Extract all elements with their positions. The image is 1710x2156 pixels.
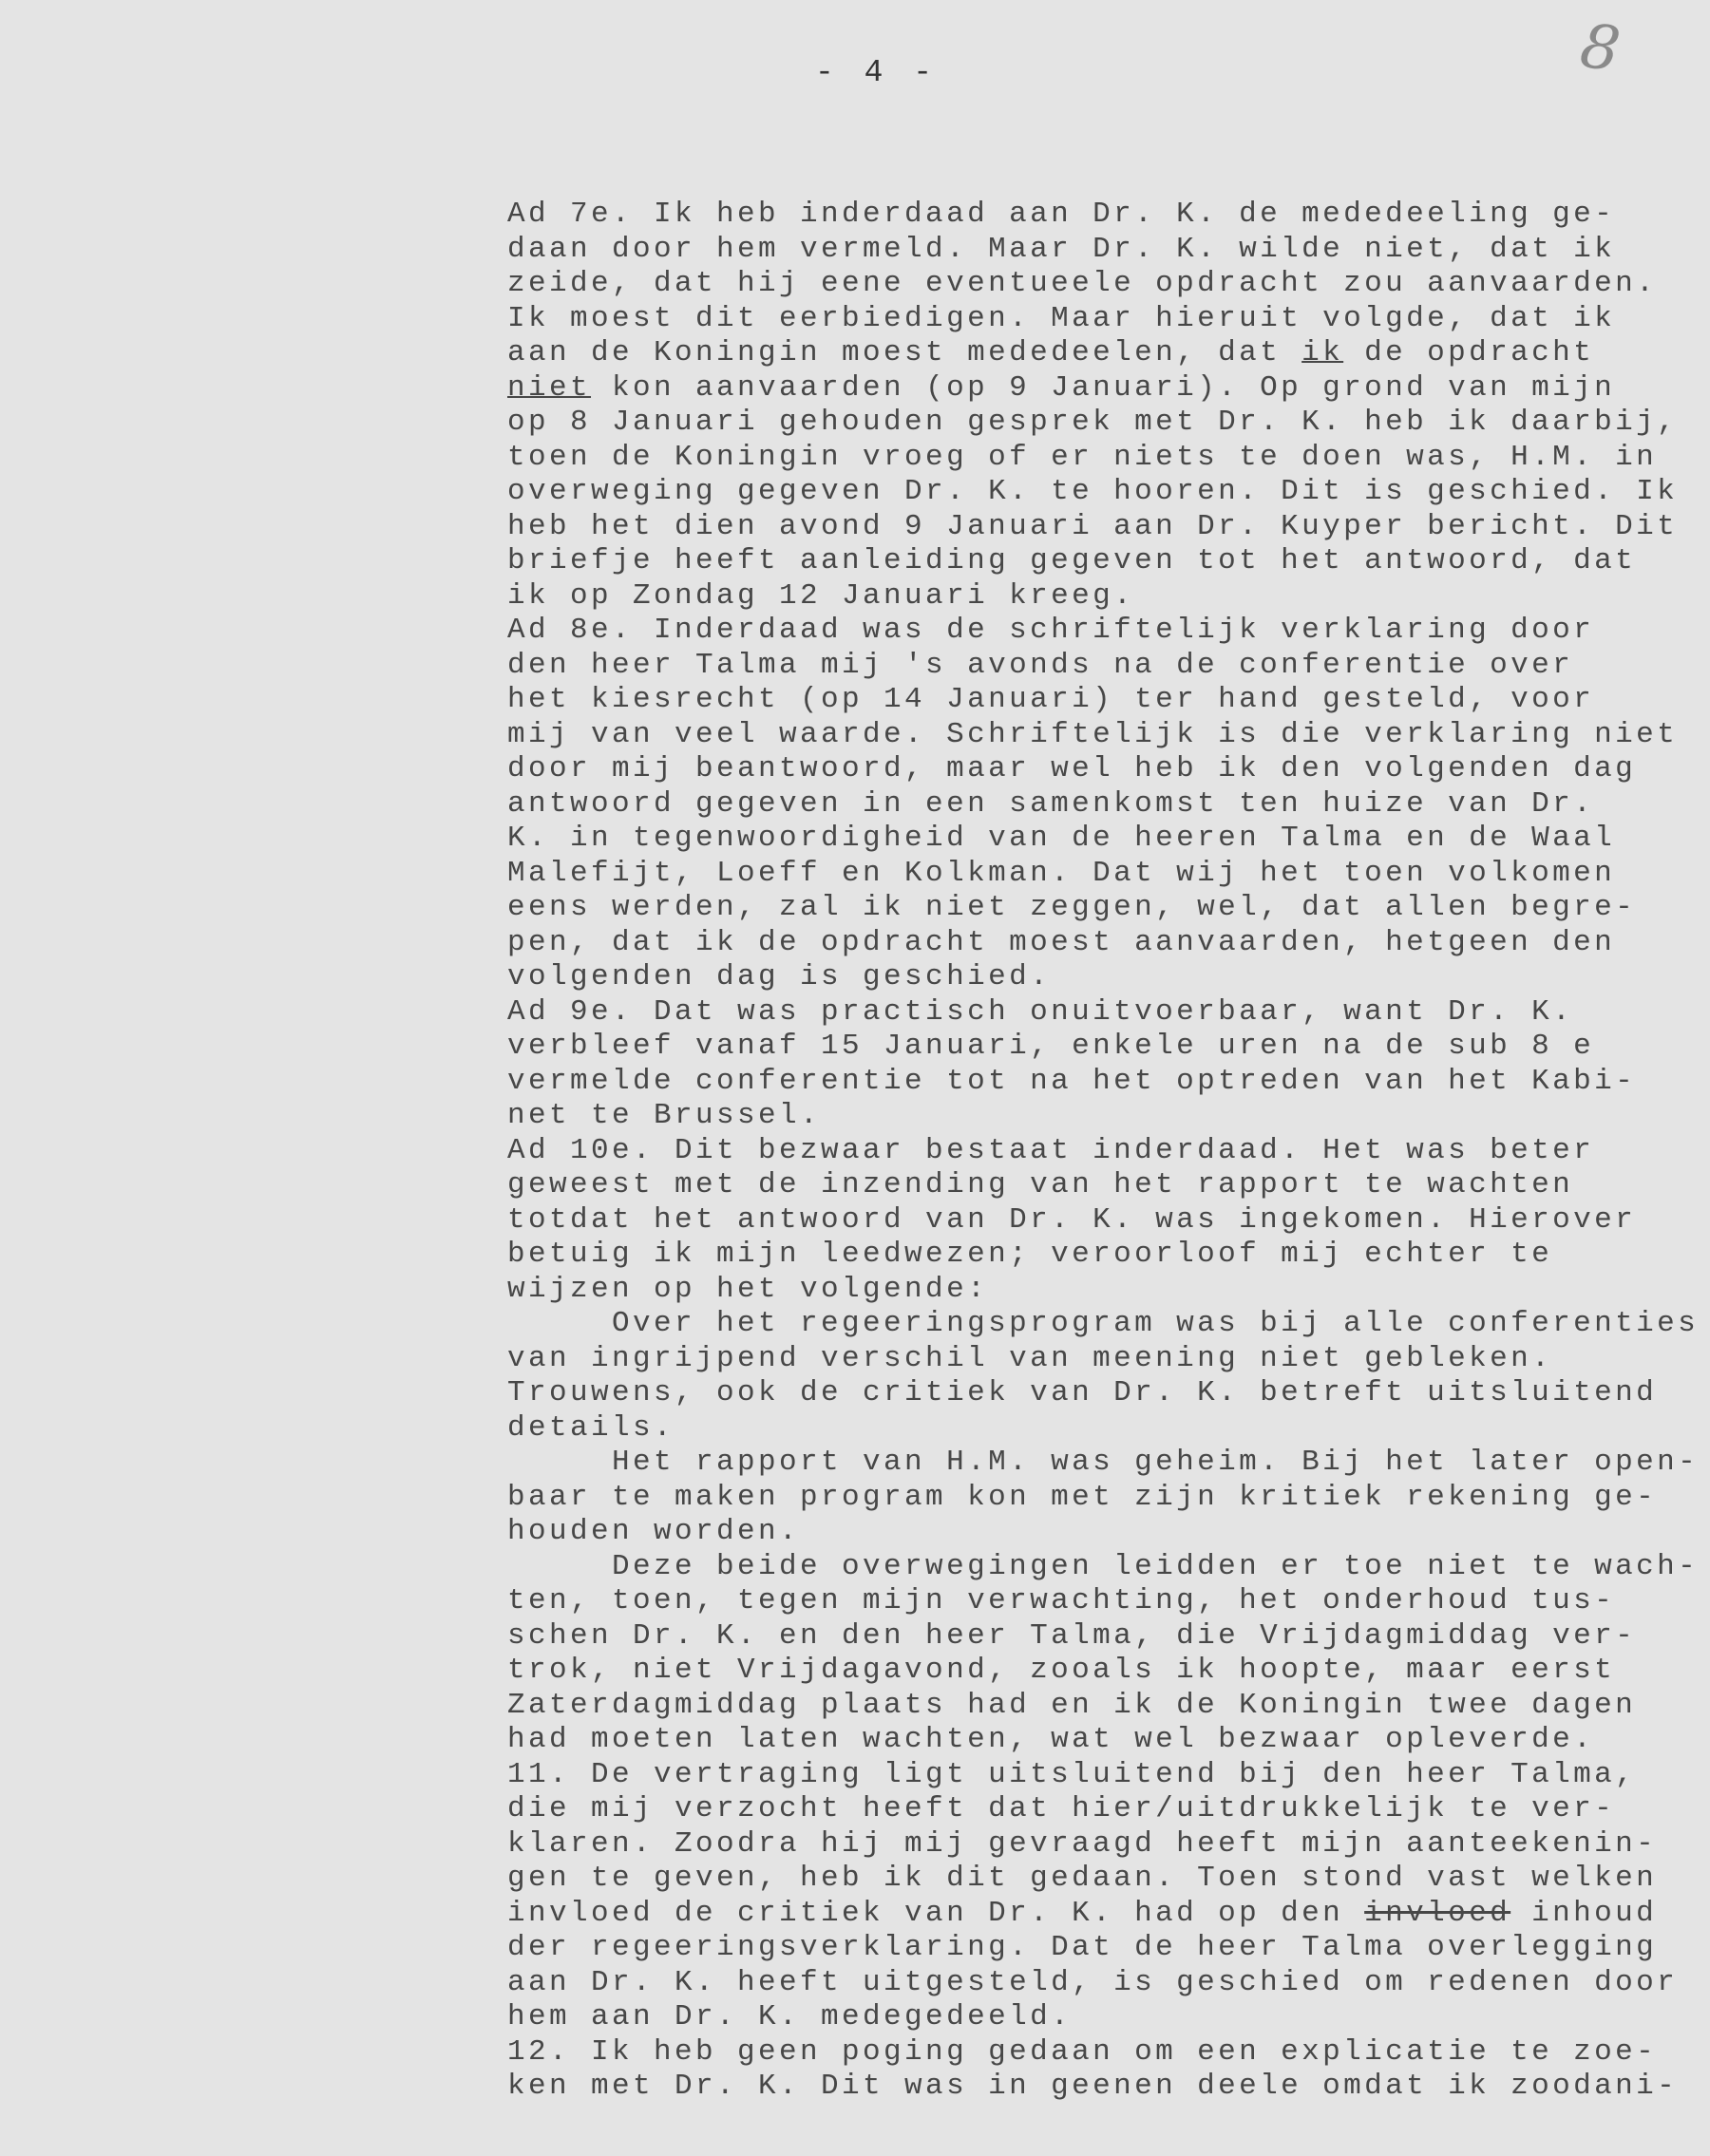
text-line [507, 1065, 1704, 1100]
text-segment: verbleef vanaf 15 Januari, enkele uren na de sub 8 e [507, 1030, 1595, 1063]
handwritten-archive-mark: 8 [1576, 10, 1624, 86]
text-line [507, 891, 1704, 926]
text-segment: 11. De vertraging ligt uitsluitend bij den heer Talma, [507, 1757, 1637, 1791]
text-line [507, 1203, 1704, 1239]
text-segment: Zaterdagmiddag plaats had en ik de Koningin twee dagen [507, 1688, 1637, 1722]
text-segment: schen Dr. K. en den heer Talma, die Vrijdagmiddag ver- [507, 1618, 1637, 1653]
text-line [507, 1654, 1704, 1689]
underlined-word: niet [507, 370, 592, 405]
typewritten-body [507, 198, 1704, 2105]
text-segment: Trouwens, ook de critiek van Dr. K. betreft uitsluitend [507, 1376, 1658, 1409]
page-number: - 4 - [815, 55, 939, 90]
underlined-word: ik [1302, 336, 1344, 369]
text-segment: toen de Koningin vroeg of er niets te doen was, H.M. in [507, 440, 1658, 474]
text-line [507, 510, 1704, 545]
text-segment: Ad 10e. Dit bezwaar bestaat inderdaad. Het was beter [507, 1133, 1595, 1167]
text-segment: zeide, dat hij eene eventueele opdracht zou aanvaarden. [507, 267, 1658, 300]
text-line [507, 336, 1704, 371]
text-segment: pen, dat ik de opdracht moest aanvaarden, hetgeen den [507, 925, 1616, 959]
text-line [507, 1931, 1704, 1966]
text-line [507, 2070, 1704, 2105]
text-segment: inhoud [1510, 1896, 1658, 1930]
text-segment: briefje heeft aanleiding gegeven tot het antwoord, dat [507, 544, 1637, 577]
text-segment: op 8 Januari gehouden gesprek met Dr. K. heb ik daarbij, [507, 406, 1679, 439]
text-segment: aan de Koningin moest mededeelen, dat [507, 336, 1302, 369]
text-line [507, 1168, 1704, 1203]
text-line [507, 2000, 1704, 2035]
text-line [507, 1827, 1704, 1863]
text-line [507, 441, 1704, 476]
text-segment: Malefijt, Loeff en Kolkman. Dat wij het toen volkomen [507, 856, 1616, 890]
text-line [507, 960, 1704, 995]
text-line [507, 1619, 1704, 1655]
text-line [507, 1342, 1704, 1377]
text-line [507, 926, 1704, 961]
text-segment: gen te geven, heb ik dit gedaan. Toen stond vast welken [507, 1862, 1658, 1895]
text-line [507, 1584, 1704, 1619]
text-segment: Het rapport van H.M. was geheim. Bij het later open- [507, 1446, 1700, 1479]
text-segment: klaren. Zoodra hij mij gevraagd heeft mijn aanteekenin- [507, 1826, 1658, 1861]
text-line [507, 475, 1704, 510]
text-segment: ik op Zondag 12 Januari kreeg. [507, 578, 1135, 613]
text-line [507, 1030, 1704, 1065]
text-line [507, 1307, 1704, 1342]
text-line [507, 614, 1704, 649]
text-segment: der regeeringsverklaring. Dat de heer Talma overlegging [507, 1931, 1658, 1964]
text-segment: trok, niet Vrijdagavond, zooals ik hoopte, maar eerst [507, 1654, 1616, 1687]
text-line [507, 1758, 1704, 1793]
text-segment: den heer Talma mij 's avonds na de conferentie over [507, 648, 1574, 682]
text-segment: Ik moest dit eerbiedigen. Maar hieruit volgde, dat ik [507, 301, 1616, 335]
text-line [507, 544, 1704, 579]
text-segment: daan door hem vermeld. Maar Dr. K. wilde niet, dat ik [507, 232, 1616, 266]
text-segment: Over het regeeringsprogram was bij alle conferenties [507, 1307, 1700, 1340]
text-segment: details. [507, 1410, 675, 1445]
text-segment: heb het dien avond 9 Januari aan Dr. Kuyper bericht. Dit [507, 509, 1679, 543]
text-line [507, 1723, 1704, 1758]
text-line [507, 822, 1704, 857]
text-line [507, 1792, 1704, 1827]
text-line [507, 1862, 1704, 1897]
text-segment: geweest met de inzending van het rapport te wachten [507, 1168, 1574, 1201]
text-segment: K. in tegenwoordigheid van de heeren Talma en de Waal [507, 822, 1616, 855]
text-segment: aan Dr. K. heeft uitgesteld, is geschied om redenen door [507, 1965, 1679, 1999]
text-line [507, 1134, 1704, 1169]
text-segment: hem aan Dr. K. medegedeeld. [507, 2000, 1073, 2033]
text-segment: had moeten laten wachten, wat wel bezwaar opleverde. [507, 1723, 1595, 1756]
text-segment: Ad 7e. Ik heb inderdaad aan Dr. K. de mededeeling ge- [507, 198, 1616, 231]
text-segment: Deze beide overwegingen leidden er toe niet te wach- [507, 1549, 1700, 1583]
text-line [507, 1481, 1704, 1516]
text-line [507, 1689, 1704, 1724]
text-line [507, 2035, 1704, 2071]
text-line [507, 302, 1704, 337]
text-segment: Ad 9e. Dat was practisch onuitvoerbaar, want Dr. K. [507, 994, 1574, 1029]
text-segment: invloed de critiek van Dr. K. had op den [507, 1896, 1365, 1930]
text-line [507, 857, 1704, 892]
text-segment: die mij verzocht heeft dat hier/uitdrukkelijk te ver- [507, 1792, 1616, 1825]
text-line [507, 718, 1704, 753]
text-line [507, 1411, 1704, 1447]
text-line [507, 787, 1704, 823]
text-segment: houden worden. [507, 1515, 801, 1548]
text-segment: antwoord gegeven in een samenkomst ten huize van Dr. [507, 786, 1595, 821]
text-line [507, 198, 1704, 233]
text-line [507, 1446, 1704, 1481]
text-segment: Ad 8e. Inderdaad was de schriftelijk verklaring door [507, 614, 1595, 647]
text-segment: totdat het antwoord van Dr. K. was ingekomen. Hierover [507, 1202, 1637, 1237]
text-line [507, 1376, 1704, 1411]
text-segment: wijzen op het volgende: [507, 1272, 989, 1306]
text-segment: 12. Ik heb geen poging gedaan om een explicatie te zoe- [507, 2034, 1658, 2069]
text-segment: de opdracht [1343, 336, 1595, 369]
text-segment: betuig ik mijn leedwezen; veroorloof mij echter te [507, 1238, 1553, 1271]
text-segment: overweging gegeven Dr. K. te hooren. Dit is geschied. Ik [507, 475, 1679, 508]
text-line [507, 1273, 1704, 1308]
text-line [507, 683, 1704, 718]
text-segment: volgenden dag is geschied. [507, 960, 1052, 993]
text-segment: eens werden, zal ik niet zeggen, wel, dat allen begre- [507, 891, 1637, 924]
text-line [507, 1238, 1704, 1273]
text-segment: van ingrijpend verschil van meening niet gebleken. [507, 1341, 1553, 1375]
text-segment: baar te maken program kon met zijn kritiek rekening ge- [507, 1480, 1658, 1514]
text-line [507, 1897, 1704, 1932]
text-line [507, 579, 1704, 615]
text-segment: kon aanvaarden (op 9 Januari). Op grond van mijn [591, 370, 1616, 405]
text-line [507, 406, 1704, 441]
text-line [507, 371, 1704, 407]
text-segment: mij van veel waarde. Schriftelijk is die verklaring niet [507, 717, 1679, 751]
text-line [507, 995, 1704, 1031]
text-line [507, 233, 1704, 268]
struck-word: invloed [1364, 1896, 1511, 1930]
text-segment: ten, toen, tegen mijn verwachting, het onderhoud tus- [507, 1584, 1616, 1617]
text-segment: vermelde conferentie tot na het optreden van het Kabi- [507, 1064, 1637, 1098]
text-line [507, 1515, 1704, 1550]
text-segment: het kiesrecht (op 14 Januari) ter hand gesteld, voor [507, 683, 1595, 716]
text-segment: door mij beantwoord, maar wel heb ik den volgenden dag [507, 752, 1637, 785]
text-line [507, 752, 1704, 787]
text-line [507, 267, 1704, 302]
text-line [507, 649, 1704, 684]
text-line [507, 1966, 1704, 2001]
text-line [507, 1550, 1704, 1585]
text-segment: ken met Dr. K. Dit was in geenen deele omdat ik zoodani- [507, 2070, 1679, 2103]
text-line [507, 1099, 1704, 1134]
text-segment: net te Brussel. [507, 1099, 822, 1132]
